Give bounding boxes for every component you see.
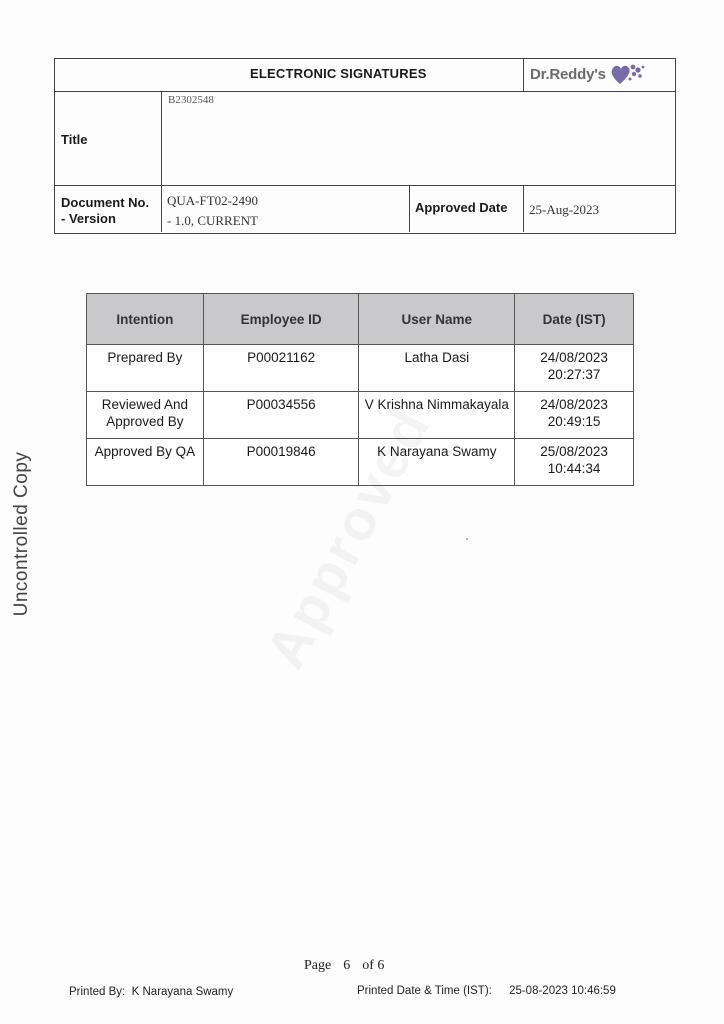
intention-text: Prepared By: [107, 350, 183, 365]
document-number-label-line: Document No.: [61, 195, 150, 210]
intention-cell: [87, 439, 204, 486]
table-row: [87, 439, 634, 486]
page-label: Page: [304, 958, 332, 973]
intention-text: Reviewed And: [101, 397, 189, 412]
date-text: 24/08/2023: [540, 397, 608, 412]
scan-speck: [466, 538, 468, 540]
document-number-row: [55, 186, 675, 233]
intention-cell: [87, 392, 204, 439]
employee-id-cell: P00034556: [203, 392, 359, 439]
header-title: ELECTRONIC SIGNATURES: [250, 66, 427, 81]
divider: [523, 186, 524, 232]
printed-date: [357, 985, 616, 997]
divider: [409, 186, 410, 232]
header-title-row: [55, 59, 675, 92]
date-cell: [515, 345, 634, 392]
document-version-label-line: - Version: [61, 211, 116, 226]
printed-by: [69, 986, 233, 998]
title-row: [55, 92, 675, 186]
document-number: QUA-FT02-2490: [167, 193, 258, 208]
time-text: 20:49:15: [547, 414, 601, 429]
column-header-date: Date (IST): [515, 294, 634, 345]
intention-text: Approved By: [106, 414, 184, 429]
approved-date-label: Approved Date: [415, 200, 508, 215]
logo-text: Dr.Reddy's: [530, 66, 606, 83]
logo-heart-icon: [610, 62, 646, 88]
divider: [161, 92, 162, 186]
column-header-employee-id: Employee ID: [203, 294, 359, 345]
printed-by-value: K Narayana Swamy: [131, 986, 234, 998]
date-text: 24/08/2023: [540, 350, 608, 365]
signatures-table: [86, 293, 634, 486]
uncontrolled-copy-stamp: Uncontrolled Copy: [11, 451, 32, 617]
date-cell: [515, 439, 634, 486]
divider: [161, 186, 162, 232]
table-row: [87, 345, 634, 392]
table-header-row: [87, 294, 634, 345]
page-total: of 6: [362, 958, 385, 973]
printed-date-value: 25-08-2023 10:46:59: [509, 985, 616, 997]
company-logo: [523, 59, 676, 91]
time-text: 20:27:37: [547, 367, 601, 382]
table-row: [87, 392, 634, 439]
page-current: 6: [343, 958, 351, 973]
user-name-cell: V Krishna Nimmakayala: [359, 392, 515, 439]
date-cell: [515, 392, 634, 439]
column-header-user-name: User Name: [359, 294, 515, 345]
document-number-value: [167, 191, 258, 231]
document-number-label: [61, 195, 149, 227]
printed-by-label: Printed By:: [69, 986, 126, 998]
printed-date-label: Printed Date & Time (IST):: [357, 985, 492, 997]
employee-id-cell: P00021162: [203, 345, 359, 392]
employee-id-cell: P00019846: [203, 439, 359, 486]
page-number: [304, 958, 396, 974]
user-name-cell: K Narayana Swamy: [359, 439, 515, 486]
date-text: 25/08/2023: [540, 444, 608, 459]
user-name-cell: Latha Dasi: [359, 345, 515, 392]
intention-text: Approved By QA: [94, 444, 196, 459]
title-value: B2302548: [168, 94, 214, 106]
document-version: - 1.0, CURRENT: [167, 213, 258, 228]
intention-cell: [87, 345, 204, 392]
column-header-intention: Intention: [87, 294, 204, 345]
title-label: Title: [61, 132, 88, 147]
time-text: 10:44:34: [547, 461, 601, 476]
document-header-table: [54, 58, 676, 234]
approved-date-value: 25-Aug-2023: [529, 202, 600, 217]
